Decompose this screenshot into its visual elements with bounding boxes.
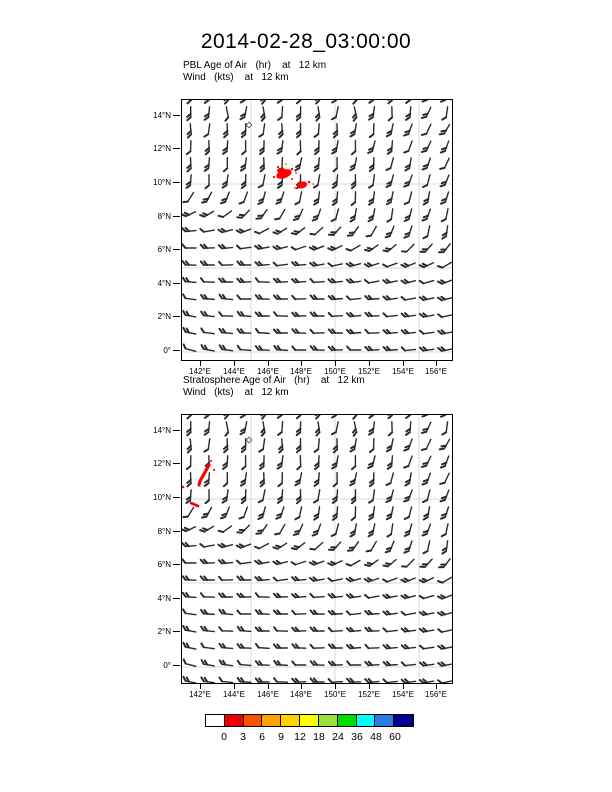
- x-axis-tick: [436, 684, 437, 689]
- red-age-dot: [295, 172, 297, 174]
- x-axis-tick: [403, 361, 404, 366]
- x-axis-label: 152°E: [358, 690, 380, 699]
- x-axis-tick: [200, 684, 201, 689]
- y-axis-label: 14°N: [153, 111, 171, 120]
- y-axis-label: 12°N: [153, 144, 171, 153]
- age-of-air-colorbar: [205, 714, 414, 754]
- y-axis-label: 8°N: [157, 212, 171, 221]
- pbl-plot: [153, 99, 453, 376]
- red-age-dot: [210, 460, 212, 462]
- x-axis-label: 154°E: [392, 690, 414, 699]
- x-axis-tick: [369, 684, 370, 689]
- colorbar-tick-label: 36: [351, 731, 363, 743]
- y-axis-label: 12°N: [153, 459, 171, 468]
- y-axis-tick: [173, 316, 180, 317]
- x-axis-label: 156°E: [425, 690, 447, 699]
- x-axis-tick: [403, 684, 404, 689]
- y-axis-label: 2°N: [157, 627, 171, 636]
- red-age-dot: [213, 469, 215, 471]
- y-axis-tick: [173, 283, 180, 284]
- y-axis-label: 4°N: [157, 594, 171, 603]
- colorbar-tick-label: 24: [332, 731, 344, 743]
- y-axis-label: 4°N: [157, 279, 171, 288]
- y-axis-tick: [173, 564, 180, 565]
- y-axis-tick: [173, 631, 180, 632]
- y-axis-label: 14°N: [153, 426, 171, 435]
- red-age-dot: [285, 163, 287, 165]
- y-axis-tick: [173, 148, 180, 149]
- stratosphere-field-svg: [182, 415, 452, 683]
- red-age-dot: [277, 166, 279, 168]
- pbl-plot-subtitle: [183, 60, 326, 84]
- colorbar-cell: [244, 715, 263, 726]
- y-axis-label: 6°N: [157, 245, 171, 254]
- red-age-dot: [294, 187, 296, 189]
- x-axis-label: 150°E: [324, 367, 346, 376]
- x-axis-label: 154°E: [392, 367, 414, 376]
- colorbar-tick-label: 0: [221, 731, 227, 743]
- colorbar-cell: [319, 715, 338, 726]
- stratosphere-plot-canvas: [181, 414, 453, 684]
- x-axis-label: 142°E: [189, 690, 211, 699]
- colorbar-cell: [300, 715, 319, 726]
- y-axis-label: 6°N: [157, 560, 171, 569]
- colorbar-tick-label: 3: [240, 731, 246, 743]
- x-axis-tick: [234, 684, 235, 689]
- x-axis-tick: [268, 361, 269, 366]
- colorbar-cell: [338, 715, 357, 726]
- y-axis-tick: [173, 182, 180, 183]
- page-title: 2014-02-28_03:00:00: [200, 30, 412, 53]
- y-axis-label: 8°N: [157, 527, 171, 536]
- y-axis-tick: [173, 430, 180, 431]
- red-age-dot: [182, 486, 184, 489]
- y-axis-tick: [173, 216, 180, 217]
- pbl-subtitle-line2: Wind (kts) at 12 km: [183, 72, 289, 83]
- red-age-streak: [191, 503, 198, 506]
- y-axis-label: 10°N: [153, 178, 171, 187]
- x-axis-label: 144°E: [223, 367, 245, 376]
- colorbar-cells: [205, 714, 414, 727]
- x-axis-label: 156°E: [425, 367, 447, 376]
- stratosphere-plot: [153, 414, 453, 699]
- colorbar-tick-label: 6: [259, 731, 265, 743]
- pbl-subtitle-line1: PBL Age of Air (hr) at 12 km: [183, 60, 327, 71]
- red-age-dot: [291, 178, 293, 180]
- colorbar-tick-label: 60: [389, 731, 401, 743]
- y-axis-tick: [173, 463, 180, 464]
- y-axis-label: 2°N: [157, 312, 171, 321]
- x-axis-label: 148°E: [290, 690, 312, 699]
- x-axis-tick: [301, 361, 302, 366]
- stratosphere-subtitle-line1: Stratosphere Age of Air (hr) at 12 km: [183, 375, 365, 386]
- y-axis-tick: [173, 115, 180, 116]
- y-axis-label: 0°: [163, 661, 171, 670]
- colorbar-cell: [375, 715, 394, 726]
- x-axis-label: 142°E: [189, 367, 211, 376]
- colorbar-tick-label: 48: [370, 731, 382, 743]
- x-axis-label: 146°E: [257, 690, 279, 699]
- red-age-dot: [312, 183, 314, 185]
- stratosphere-subtitle-line2: Wind (kts) at 12 km: [183, 387, 289, 398]
- colorbar-cell: [225, 715, 244, 726]
- red-age-dot: [291, 168, 293, 170]
- y-axis-tick: [173, 249, 180, 250]
- y-axis-tick: [173, 531, 180, 532]
- x-axis-tick: [301, 684, 302, 689]
- y-axis-label: 10°N: [153, 493, 171, 502]
- y-axis-tick: [173, 350, 180, 351]
- x-axis-tick: [335, 361, 336, 366]
- y-axis-tick: [173, 665, 180, 666]
- colorbar-cell: [281, 715, 300, 726]
- x-axis-label: 150°E: [324, 690, 346, 699]
- red-age-dot: [273, 176, 275, 178]
- x-axis-label: 144°E: [223, 690, 245, 699]
- pbl-field-svg: [182, 100, 452, 360]
- y-axis-tick: [173, 598, 180, 599]
- colorbar-tick-label: 18: [313, 731, 325, 743]
- colorbar-cell: [262, 715, 281, 726]
- colorbar-tick-label: 12: [294, 731, 306, 743]
- stratosphere-plot-subtitle: [183, 375, 365, 399]
- pbl-plot-canvas: [181, 99, 453, 361]
- y-axis-label: 0°: [163, 346, 171, 355]
- x-axis-tick: [268, 684, 269, 689]
- x-axis-label: 146°E: [257, 367, 279, 376]
- x-axis-tick: [200, 361, 201, 366]
- colorbar-cell: [357, 715, 376, 726]
- x-axis-tick: [335, 684, 336, 689]
- x-axis-tick: [234, 361, 235, 366]
- colorbar-tick-label: 9: [278, 731, 284, 743]
- x-axis-label: 148°E: [290, 367, 312, 376]
- x-axis-tick: [436, 361, 437, 366]
- y-axis-tick: [173, 497, 180, 498]
- red-age-dot: [308, 181, 310, 183]
- x-axis-label: 152°E: [358, 367, 380, 376]
- x-axis-tick: [369, 361, 370, 366]
- colorbar-cell: [394, 715, 413, 726]
- colorbar-cell: [206, 715, 225, 726]
